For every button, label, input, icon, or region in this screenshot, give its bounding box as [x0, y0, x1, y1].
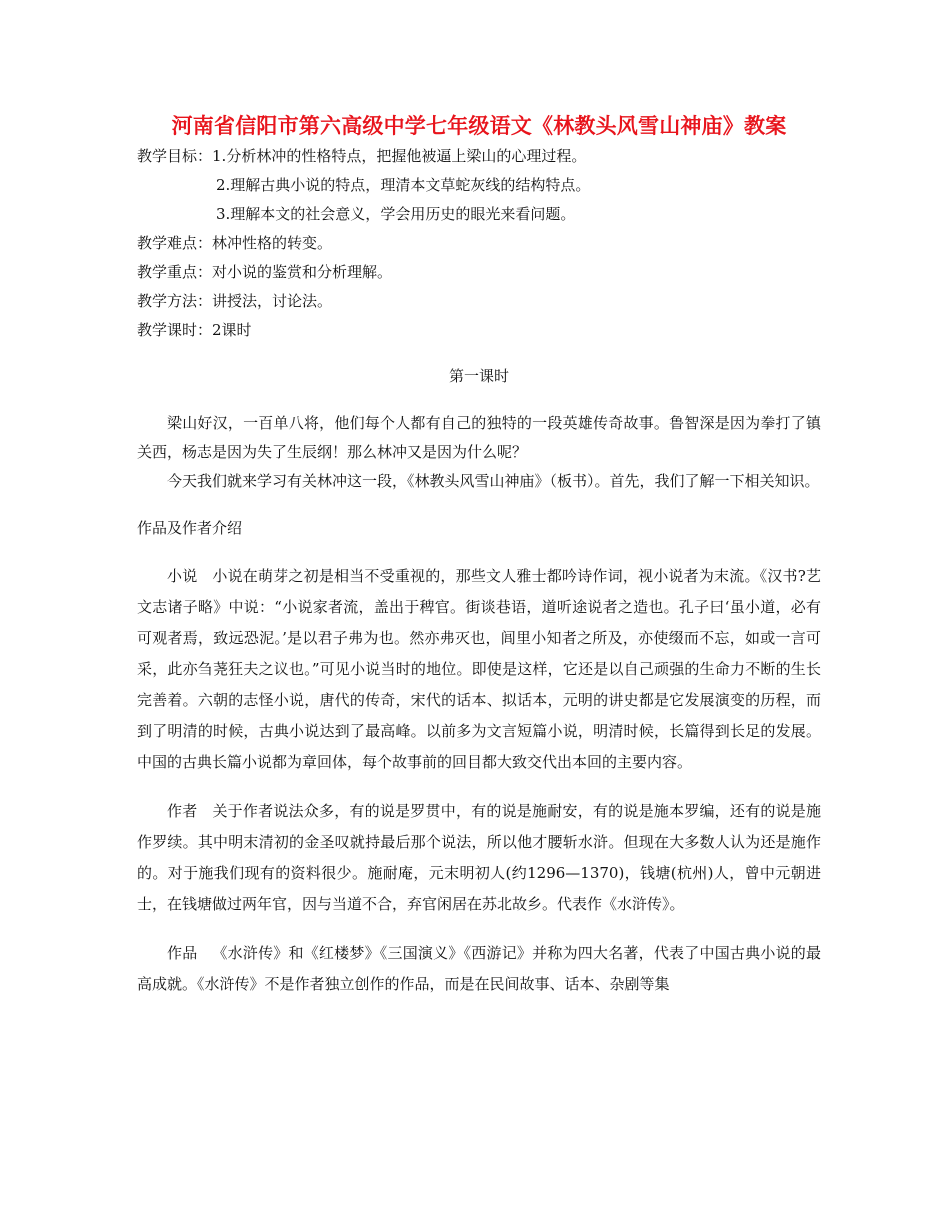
document-title: 河南省信阳市第六高级中学七年级语文《林教头风雪山神庙》教案 [171, 113, 787, 138]
spacer [137, 496, 821, 514]
author-paragraph [137, 796, 821, 920]
teaching-key-point: 教学重点：对小说的鉴赏和分析理解。 [137, 263, 393, 281]
spacer [137, 391, 821, 409]
teaching-difficulty: 教学难点：林冲性格的转变。 [137, 234, 333, 252]
objectives-label: 教学目标： [137, 147, 213, 165]
document-page [137, 110, 821, 1000]
spacer [137, 345, 821, 362]
teaching-objective-3: 3.理解本文的社会意义，学会用历史的眼光来看问题。 [216, 205, 576, 223]
teaching-objective-2: 2.理解古典小说的特点，理清本文草蛇灰线的结构特点。 [216, 176, 591, 194]
author-text: 关于作者说法众多，有的说是罗贯中，有的说是施耐安，有的说是施本罗编，还有的说是施作罗续。其中明末清初的金圣叹就持最后那个说法，所以他才腰斩水浒。但现在大多数人认为还是施作的。对于施我们现有的资料很少。施耐庵，元末明初人(约1296—1370)，钱塘(杭州)人，曾中元朝进士，在钱塘做过两年官，因与当道不合，弃官闲居在苏北故乡。代表作《水浒传》。 [137, 802, 821, 913]
work-text: 《水浒传》和《红楼梦》《三国演义》《西游记》并称为四大名著，代表了中国古典小说的最高成就。《水浒传》不是作者独立创作的作品，而是在民间故事、话本、杂剧等集 [137, 944, 821, 993]
spacer [137, 920, 821, 938]
work-label: 作品 [167, 944, 198, 962]
novel-label: 小说 [167, 567, 198, 585]
teaching-hours: 教学课时：2课时 [137, 321, 252, 339]
spacer [137, 543, 821, 561]
section-heading: 作品及作者介绍 [137, 519, 243, 537]
novel-text: 小说在萌芽之初是相当不受重视的，那些文人雅士都吟诗作词，视小说者为末流。《汉书?艺文志诸子略》中说：“小说家者流，盖出于稗官。街谈巷语，道听途说者之造也。孔子曰‘虽小道，必有可观者焉，致远恐泥。’是以君子弗为也。然亦弗灭也，闾里小知者之所及，亦使缀而不忘，如或一言可采，此亦刍荛狂夫之议也。”可见小说当时的地位。即使是这样，它还是以自己顽强的生命力不断的生长完善着。六朝的志怪小说，唐代的传奇，宋代的话本、拟话本，元明的讲史都是它发展演变的历程，而到了明清的时候，古典小说达到了最高峰。以前多为文言短篇小说，明清时候，长篇得到长足的发展。中国的古典长篇小说都为章回体，每个故事前的回目都大致交代出本回的主要内容。 [137, 567, 821, 771]
objective-text-1: 1.分析林冲的性格特点，把握他被逼上梁山的心理过程。 [212, 147, 587, 165]
lesson-title: 第一课时 [448, 367, 509, 385]
work-paragraph [137, 938, 821, 1000]
novel-paragraph [137, 561, 821, 778]
teaching-method: 教学方法：讲授法，讨论法。 [137, 292, 333, 310]
author-label: 作者 [167, 802, 198, 820]
intro-paragraph-1: 梁山好汉，一百单八将，他们每个人都有自己的独特的一段英雄传奇故事。鲁智深是因为拳打了镇关西，杨志是因为失了生辰纲！那么林冲又是因为什么呢？ [137, 414, 821, 461]
teaching-objective-1 [137, 142, 821, 171]
spacer [137, 778, 821, 796]
intro-paragraph-2: 今天我们就来学习有关林冲这一段，《林教头风雪山神庙》（板书）。首先，我们了解一下相关知识。 [167, 472, 820, 490]
